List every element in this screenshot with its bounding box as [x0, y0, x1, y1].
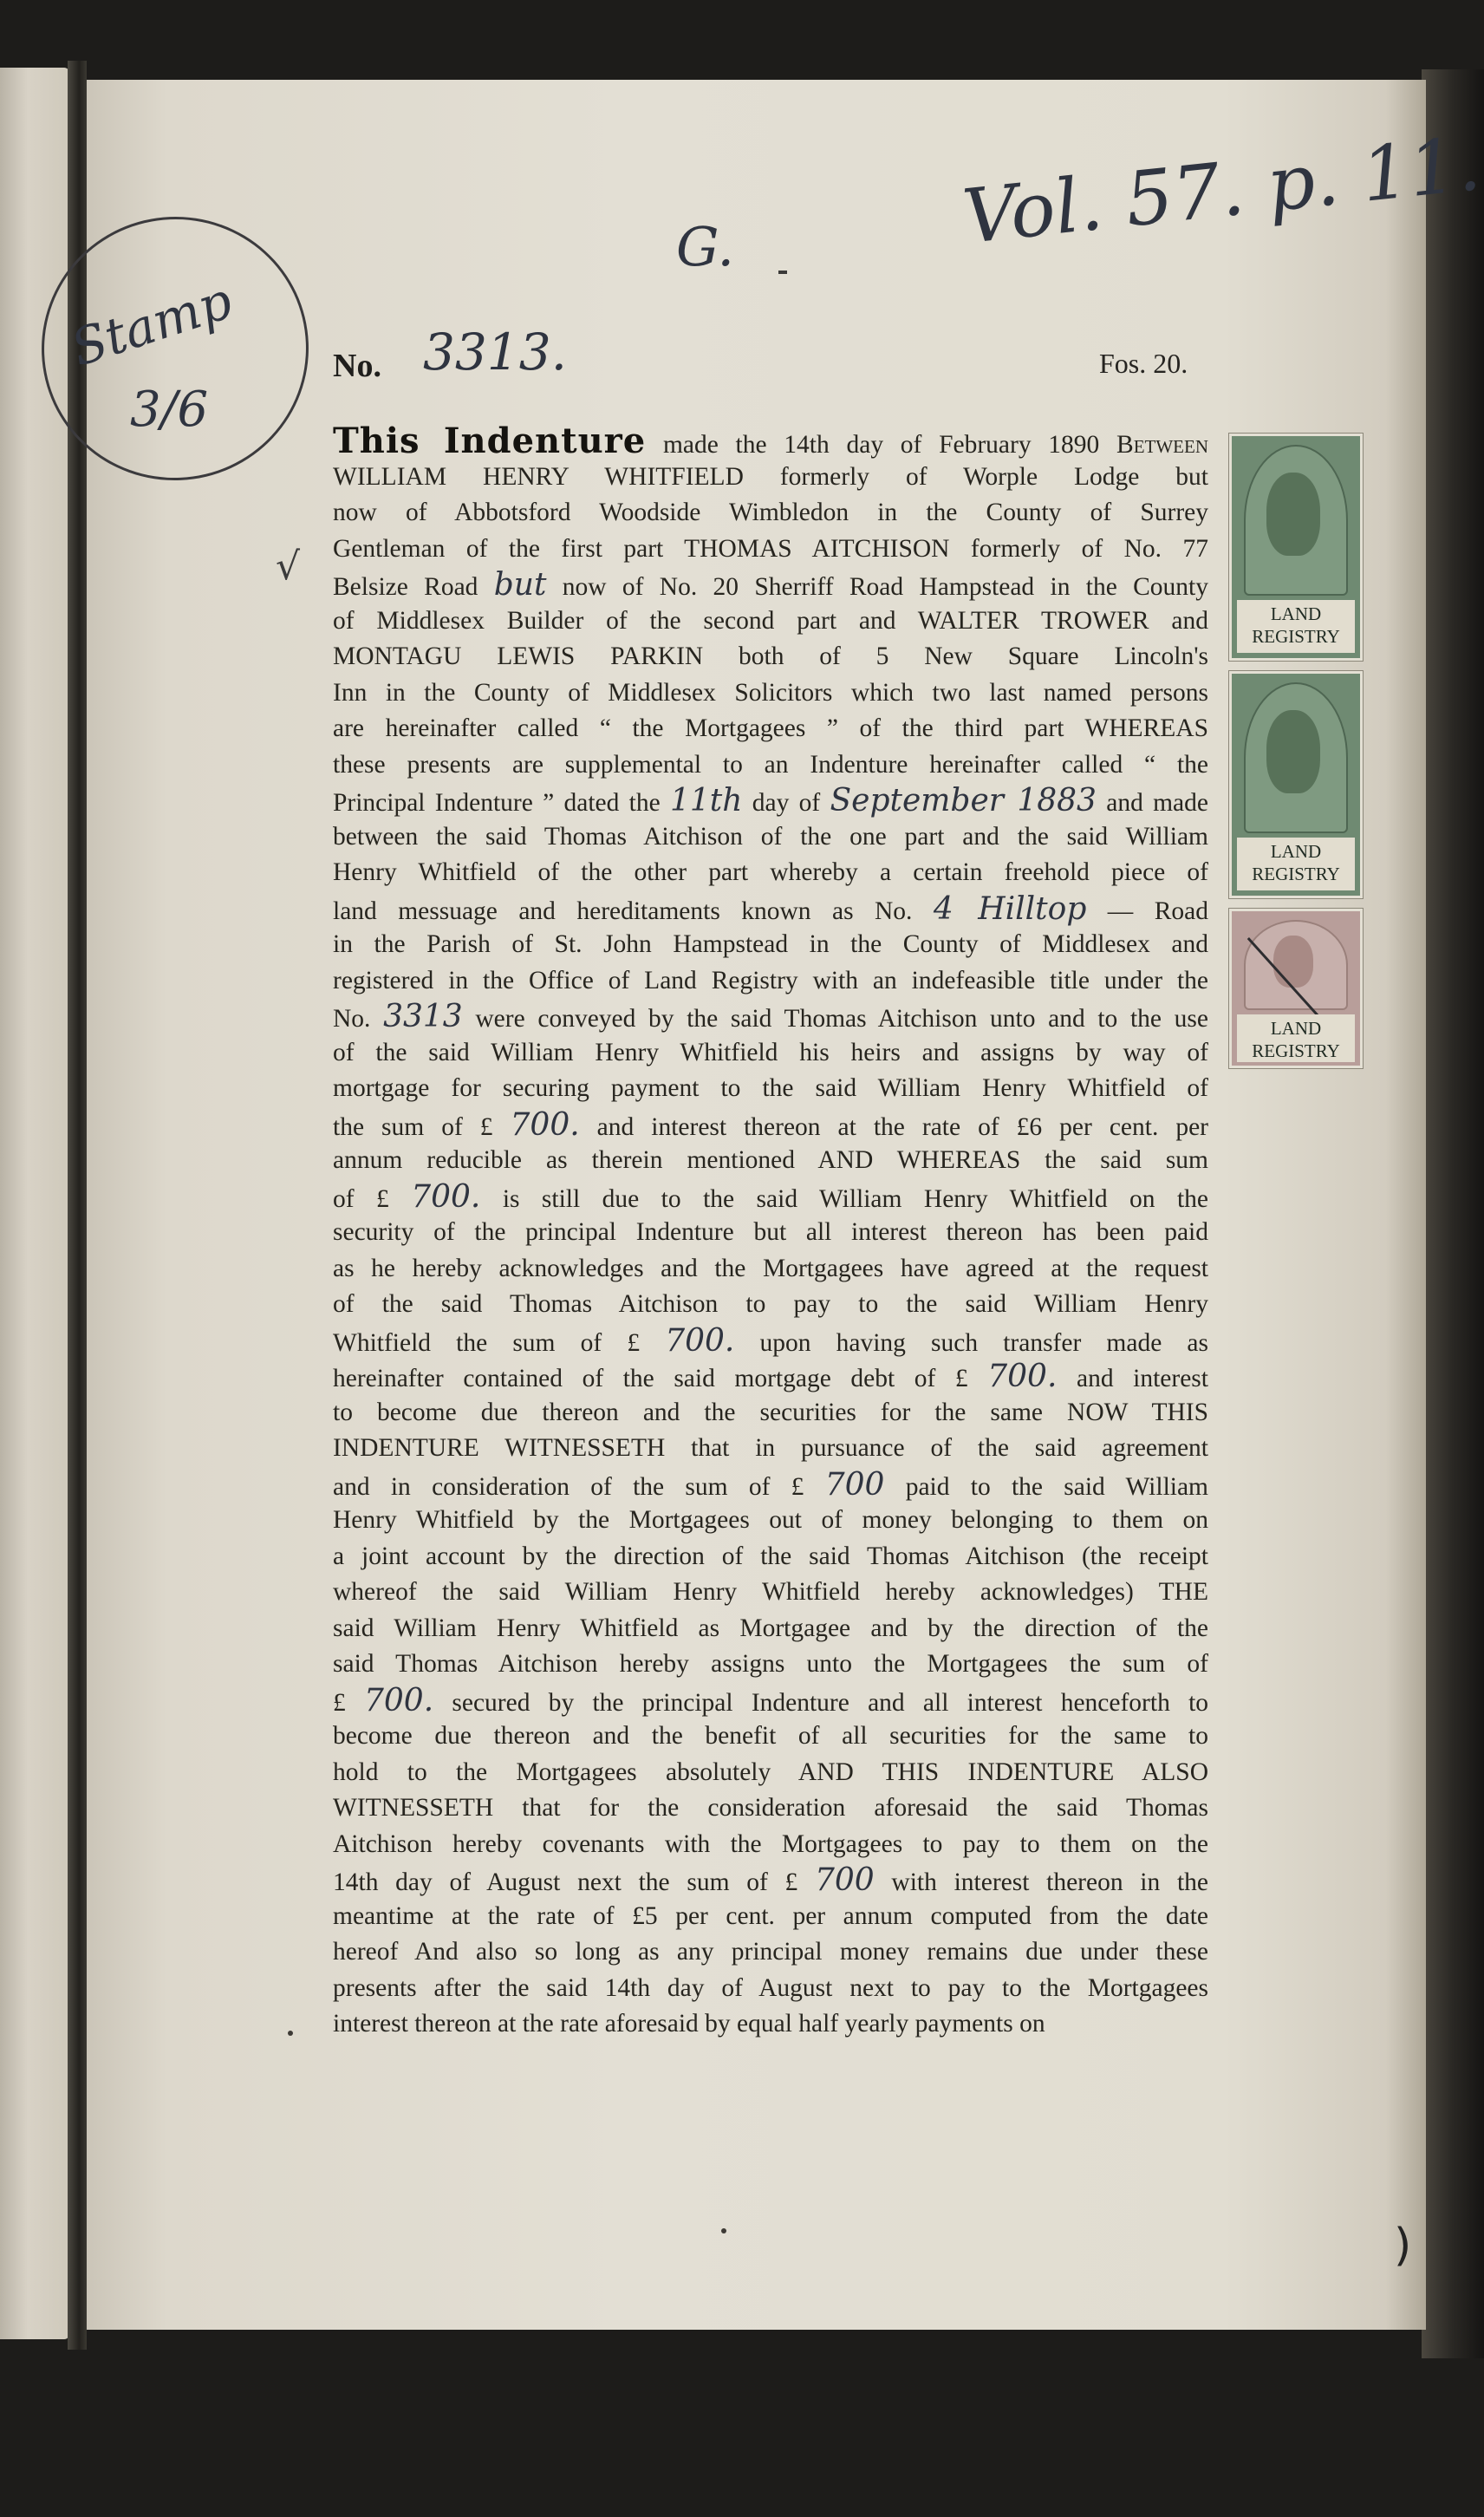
- deed-text: upon having such transfer made as: [734, 1328, 1208, 1357]
- handwritten-entry: 4 Hilltop: [933, 890, 1087, 927]
- handwritten-entry: 700: [814, 1862, 875, 1898]
- deed-text: the sum of £: [333, 1112, 511, 1141]
- binding-mark: ): [1394, 2220, 1412, 2272]
- deed-text: Belsize Road: [333, 573, 494, 601]
- deed-line: [333, 1431, 1208, 1467]
- deed-text: 14th day of August next the sum of £: [333, 1868, 815, 1896]
- deed-text: of the said William Henry Whitfield his heirs and assigns by way of: [333, 1038, 1208, 1066]
- queen-portrait-icon: [1266, 473, 1320, 556]
- deed-text: annum reducible as therein mentioned AND WHEREAS the said sum: [333, 1146, 1208, 1174]
- handwritten-entry: 700: [824, 1466, 885, 1503]
- deed-text: paid to the said William: [884, 1472, 1208, 1501]
- deed-line: [333, 1035, 1208, 1072]
- deed-line: [333, 819, 1208, 856]
- deed-line: [333, 1862, 1208, 1899]
- deed-line: [333, 963, 1208, 1000]
- deed-line: [333, 460, 1208, 496]
- deed-line: [333, 1287, 1208, 1323]
- deed-line: [333, 1215, 1208, 1251]
- stamp-label: LAND REGISTRY: [1237, 1014, 1355, 1062]
- stamp-label: LAND REGISTRY: [1237, 600, 1355, 653]
- deed-line: [333, 1071, 1208, 1107]
- deed-text: were conveyed by the said Thomas Aitchison unto and to the use: [462, 1005, 1208, 1033]
- deed-text: Whitfield the sum of £: [333, 1328, 666, 1357]
- deed-text: hereof And also so long as any principal money remains due under these: [333, 1938, 1208, 1966]
- revenue-stamp: [1229, 671, 1363, 898]
- deed-line: [333, 1611, 1208, 1647]
- number-label: No.: [333, 348, 381, 384]
- check-mark: √: [276, 544, 301, 589]
- deed-line: [333, 1503, 1208, 1539]
- deed-line: [333, 639, 1208, 675]
- deed-text: Henry Whitfield by the Mortgagees out of money belonging to them on: [333, 1506, 1208, 1534]
- handwritten-entry: but: [493, 567, 547, 603]
- handwritten-entry: 3313: [383, 999, 463, 1034]
- deed-text: hold to the Mortgagees absolutely AND THIS INDENTURE ALSO: [333, 1757, 1208, 1786]
- ink-dot: [288, 2031, 293, 2036]
- deed-line: [333, 855, 1208, 891]
- deed-text: Gentleman of the first part THOMAS AITCHISON formerly of No. 77: [333, 534, 1208, 563]
- deed-line: [333, 999, 1208, 1035]
- stamp-note-amount: 3/6: [130, 381, 209, 438]
- deed-line: [333, 1359, 1208, 1395]
- deed-text: are hereinafter called “ the Mortgagees ” of the third part WHEREAS: [333, 714, 1208, 742]
- deed-text: and in consideration of the sum of £: [333, 1472, 825, 1501]
- deed-text: Inn in the County of Middlesex Solicitors which two last named persons: [333, 678, 1208, 707]
- deed-text: hereinafter contained of the said mortgage debt of £: [333, 1365, 988, 1392]
- revenue-stamp: [1229, 434, 1363, 661]
- handwritten-entry: 700.: [411, 1178, 481, 1215]
- queen-portrait-icon: [1266, 710, 1320, 793]
- deed-text: of Middlesex Builder of the second part and WALTER TROWER and: [333, 606, 1208, 635]
- deed-line: [333, 1827, 1208, 1863]
- handwritten-entry: 700.: [665, 1322, 735, 1359]
- dash-mark: [778, 271, 787, 274]
- deed-text: now of Abbotsford Woodside Wimbledon in the County of Surrey: [333, 499, 1208, 526]
- deed-text: No.: [333, 1005, 384, 1033]
- deed-line: [333, 1395, 1208, 1431]
- deed-text: these presents are supplemental to an Indenture hereinafter called “ the: [333, 750, 1208, 779]
- stamp-note-word: Stamp: [64, 271, 239, 378]
- ink-dot: [721, 2228, 726, 2233]
- deed-text: mortgage for securing payment to the said William Henry Whitfield of: [333, 1074, 1208, 1102]
- deed-text: and made: [1096, 789, 1208, 817]
- deed-line: [333, 1718, 1208, 1755]
- deed-line: [333, 1899, 1208, 1935]
- deed-line: [333, 747, 1208, 784]
- deed-text: WITNESSETH that for the consideration aforesaid the said Thomas: [333, 1794, 1208, 1822]
- deed-line: [333, 495, 1208, 531]
- deed-line: [333, 1251, 1208, 1288]
- deed-text: to become due thereon and the securities for the same NOW THIS: [333, 1398, 1208, 1426]
- deed-line: [333, 1467, 1208, 1503]
- deed-text: registered in the Office of Land Registry with an indefeasible title under the: [333, 966, 1208, 994]
- deed-text: land messuage and hereditaments known as No.: [333, 897, 934, 925]
- queen-portrait-icon: [1273, 936, 1313, 988]
- deed-text: meantime at the rate of £5 per cent. per annum computed from the date: [333, 1901, 1208, 1930]
- deed-text: Principal Indenture ” dated the: [333, 789, 670, 817]
- folios-count: Fos. 20.: [1099, 348, 1188, 379]
- deed-text: presents after the said 14th day of August next to pay to the Mortgagees: [333, 1973, 1208, 2002]
- deed-text: WILLIAM HENRY WHITFIELD formerly of Worple Lodge but: [333, 462, 1208, 491]
- volume-note: Vol. 57. p. 11.: [959, 120, 1484, 262]
- deed-text: as he hereby acknowledges and the Mortgagees have agreed at the request: [333, 1254, 1208, 1282]
- deed-text: secured by the principal Indenture and all interest henceforth to: [433, 1688, 1209, 1717]
- deed-text: of £: [333, 1184, 412, 1213]
- deed-text: with interest thereon in the: [874, 1868, 1208, 1896]
- deed-line: [333, 1323, 1208, 1360]
- deed-text: between the said Thomas Aitchison of the one part and the said William: [333, 822, 1208, 851]
- deed-line: [333, 1755, 1208, 1791]
- deed-line: [333, 1539, 1208, 1575]
- deed-line: [333, 1934, 1208, 1971]
- deed-text: day of: [742, 789, 830, 817]
- deed-line: [333, 2006, 1208, 2043]
- deed-text: and interest thereon at the rate of £6 per cent. per: [579, 1112, 1208, 1141]
- deed-text: said Thomas Aitchison hereby assigns unto the Mortgagees the sum of: [333, 1650, 1208, 1678]
- document-letter: G.: [676, 215, 735, 278]
- deed-text: security of the principal Indenture but all interest thereon has been paid: [333, 1218, 1208, 1246]
- deed-line: [333, 1575, 1208, 1611]
- deed-text: MONTAGU LEWIS PARKIN both of 5 New Square Lincoln's: [333, 642, 1208, 670]
- deed-text: Aitchison hereby covenants with the Mortgagees to pay to them on the: [333, 1829, 1208, 1858]
- deed-text: said William Henry Whitfield as Mortgagee and by the direction of the: [333, 1614, 1208, 1642]
- deed-text: and interest: [1057, 1365, 1208, 1392]
- deed-text: in the Parish of St. John Hampstead in the County of Middlesex and: [333, 930, 1208, 958]
- handwritten-entry: September 1883: [830, 783, 1097, 818]
- deed-body: [333, 423, 1208, 2043]
- number-value: 3313.: [423, 323, 568, 381]
- deed-text: £: [333, 1688, 364, 1717]
- handwritten-entry: 700.: [364, 1682, 434, 1718]
- deed-text: Henry Whitfield of the other part whereby a certain freehold piece of: [333, 858, 1208, 886]
- deed-text: of the said Thomas Aitchison to pay to the said William Henry: [333, 1290, 1208, 1318]
- stamp-label: LAND REGISTRY: [1237, 838, 1355, 890]
- handwritten-entry: 700.: [510, 1106, 580, 1143]
- deed-text: is still due to the said William Henry Whitfield on the: [480, 1184, 1209, 1213]
- deed-line: [333, 603, 1208, 640]
- deed-line: [333, 675, 1208, 712]
- book-cover-edge: [1422, 69, 1484, 2358]
- deed-line: [333, 1790, 1208, 1827]
- deed-line: [333, 1646, 1208, 1683]
- deed-line: [333, 567, 1208, 603]
- deed-text: Between: [1116, 431, 1208, 459]
- deed-text: made the 14th day of February 1890: [646, 431, 1117, 459]
- deed-line: [333, 1143, 1208, 1179]
- deed-text: a joint account by the direction of the said Thomas Aitchison (the receipt: [333, 1542, 1208, 1570]
- deed-line: [333, 1107, 1208, 1144]
- deed-line: [333, 891, 1208, 928]
- deed-line: [333, 711, 1208, 747]
- deed-text: now of No. 20 Sherriff Road Hampstead in the County: [546, 573, 1208, 601]
- revenue-stamp: [1229, 909, 1363, 1068]
- deed-line: [333, 927, 1208, 963]
- deed-text: whereof the said William Henry Whitfield hereby acknowledges) THE: [333, 1578, 1208, 1606]
- deed-line: [333, 783, 1208, 819]
- handwritten-entry: 11th: [669, 783, 743, 818]
- handwritten-entry: 700.: [987, 1359, 1058, 1394]
- deed-line: [333, 423, 1208, 460]
- deed-text: interest thereon at the rate aforesaid by equal half yearly payments on: [333, 2010, 1045, 2038]
- deed-line: [333, 1179, 1208, 1216]
- deed-line: [333, 531, 1208, 568]
- revenue-stamps: [1229, 434, 1361, 1079]
- deed-heading: This Indenture: [333, 421, 647, 461]
- deed-line: [333, 1971, 1208, 2007]
- deed-text: — Road: [1086, 897, 1209, 925]
- deed-text: INDENTURE WITNESSETH that in pursuance of the said agreement: [333, 1434, 1208, 1462]
- deed-line: [333, 1683, 1208, 1719]
- deed-text: become due thereon and the benefit of all securities for the same to: [333, 1722, 1208, 1750]
